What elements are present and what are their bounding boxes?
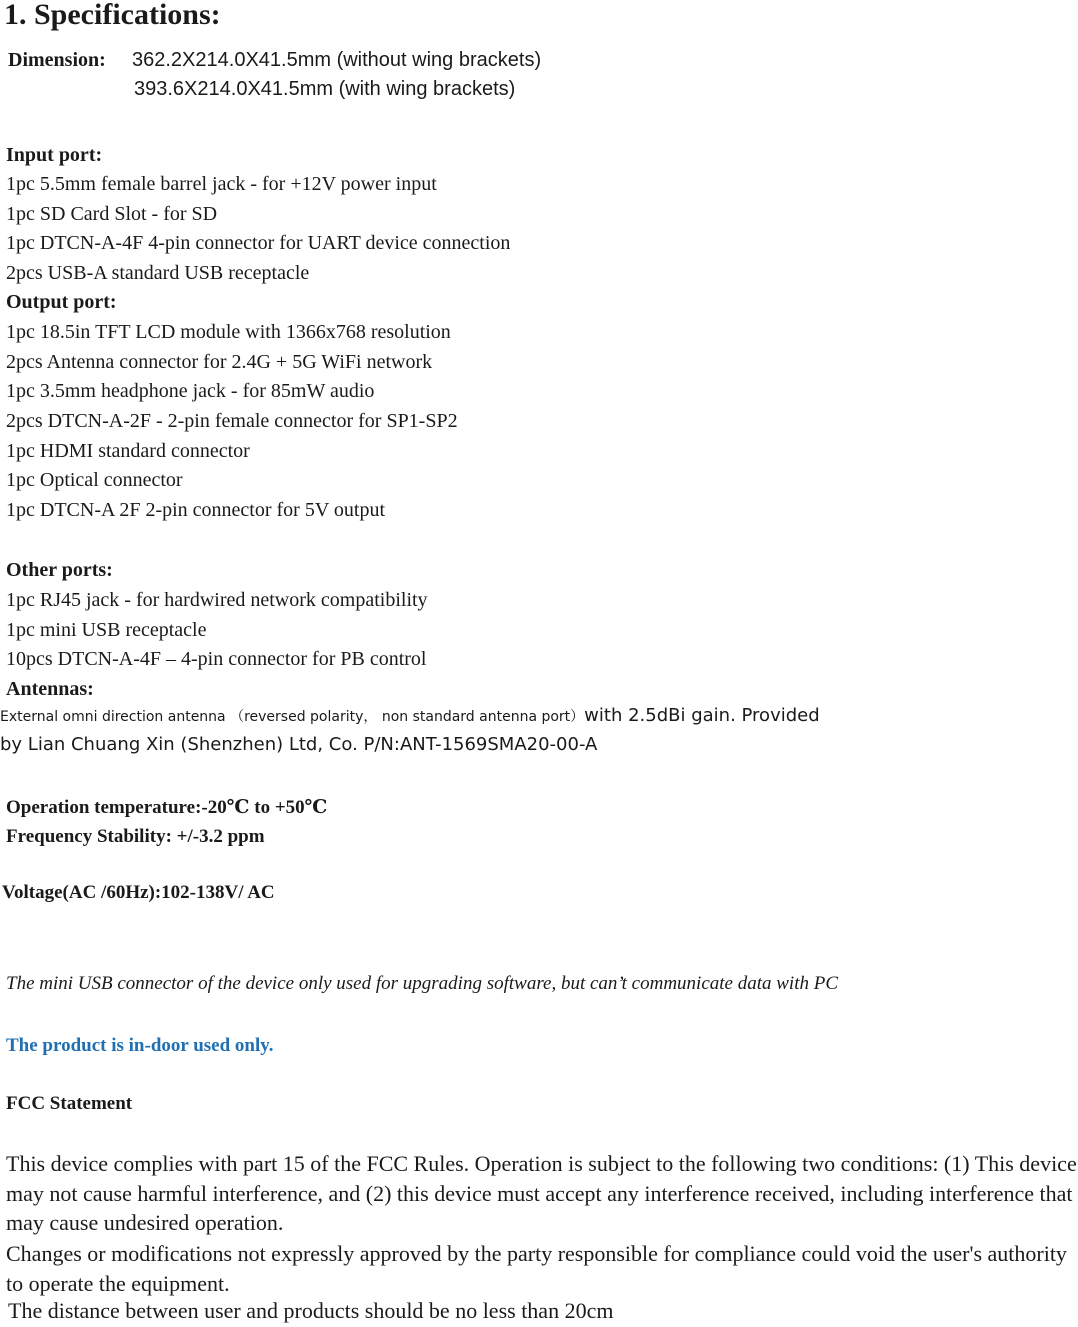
- dimension-label: Dimension:: [8, 49, 106, 71]
- antenna-description-gain: with 2.5dBi gain. Provided: [584, 705, 820, 726]
- output-port-item: 2pcs Antenna connector for 2.4G + 5G WiFi network: [6, 351, 433, 373]
- fcc-heading: FCC Statement: [6, 1093, 133, 1114]
- input-port-item: 2pcs USB-A standard USB receptacle: [6, 262, 310, 284]
- page-title: 1. Specifications:: [4, 0, 221, 31]
- antenna-description-small: External omni direction antenna （reversed polarity， non standard antenna port）: [0, 709, 585, 725]
- other-ports-heading: Other ports:: [6, 559, 113, 581]
- fcc-paragraph-modifications: Changes or modifications not expressly approved by the party responsible for compliance could void the user's authority to operate the equipment.: [6, 1241, 1067, 1296]
- output-port-item: 1pc 18.5in TFT LCD module with 1366x768 resolution: [6, 321, 451, 343]
- fcc-paragraph-conditions: This device complies with part 15 of the FCC Rules. Operation is subject to the following two conditions: (1) This device may not cause harmful interference, and (2) this device must accept any interference received, including interference that may cause undesired operation.: [6, 1151, 1077, 1235]
- voltage-spec: Voltage(AC /60Hz):102-138V/ AC: [2, 882, 275, 903]
- operation-temperature: Operation temperature:-20℃ to +50℃: [6, 797, 328, 818]
- dimension-without-brackets: 362.2X214.0X41.5mm (without wing brackets): [132, 49, 542, 71]
- mini-usb-note: The mini USB connector of the device only used for upgrading software, but can’t communicate data with PC: [6, 973, 839, 994]
- antenna-description-line1: [0, 705, 820, 726]
- frequency-stability: Frequency Stability: +/-3.2 ppm: [6, 826, 265, 847]
- output-port-item: 1pc 3.5mm headphone jack - for 85mW audio: [6, 380, 375, 402]
- antennas-heading: Antennas:: [6, 678, 94, 700]
- other-ports-item: 10pcs DTCN-A-4F – 4-pin connector for PB control: [6, 648, 427, 670]
- input-port-item: 1pc 5.5mm female barrel jack - for +12V power input: [6, 173, 437, 195]
- input-port-heading: Input port:: [6, 144, 103, 166]
- input-port-item: 1pc DTCN-A-4F 4-pin connector for UART device connection: [6, 232, 511, 254]
- output-port-item: 1pc DTCN-A 2F 2-pin connector for 5V output: [6, 499, 386, 521]
- output-port-item: 1pc HDMI standard connector: [6, 440, 250, 462]
- output-port-item: 2pcs DTCN-A-2F - 2-pin female connector for SP1-SP2: [6, 410, 458, 432]
- other-ports-item: 1pc mini USB receptacle: [6, 619, 207, 641]
- input-port-item: 1pc SD Card Slot - for SD: [6, 203, 218, 225]
- other-ports-item: 1pc RJ45 jack - for hardwired network compatibility: [6, 589, 428, 611]
- indoor-note: The product is in-door used only.: [6, 1035, 274, 1056]
- dimension-with-brackets: 393.6X214.0X41.5mm (with wing brackets): [134, 78, 516, 100]
- output-port-item: 1pc Optical connector: [6, 469, 183, 491]
- fcc-distance-note: The distance between user and products should be no less than 20cm: [8, 1298, 614, 1323]
- antenna-description-line2: by Lian Chuang Xin (Shenzhen) Ltd, Co. P/N:ANT-1569SMA20-00-A: [0, 734, 598, 755]
- output-port-heading: Output port:: [6, 291, 117, 313]
